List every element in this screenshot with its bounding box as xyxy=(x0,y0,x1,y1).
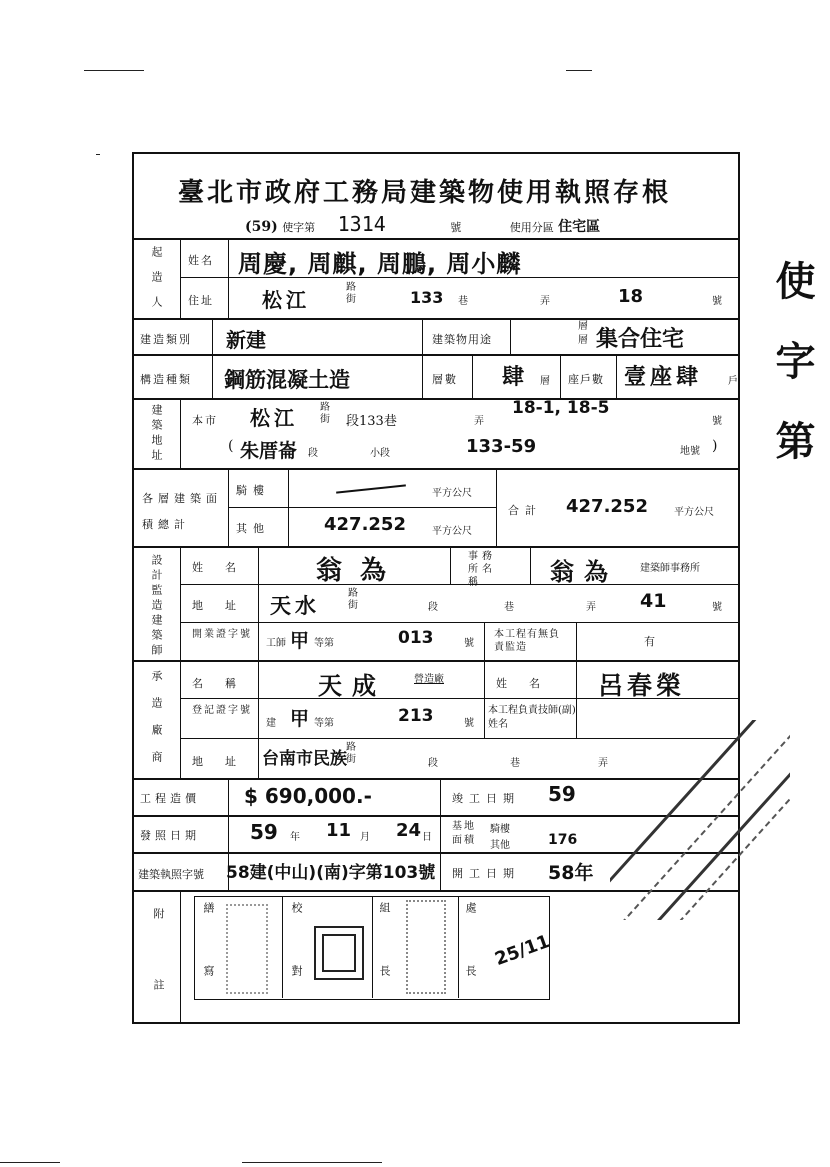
issue-year: 59 xyxy=(250,820,278,844)
clerk-label: 繕寫 xyxy=(202,902,215,1028)
designer-section-label-2: 段 xyxy=(428,602,438,613)
applicant-road-label: 路街 xyxy=(346,282,356,305)
site-numbers: 18-1, 18-5 xyxy=(512,398,610,418)
area-arcade-label: 騎樓 xyxy=(236,484,270,497)
designer-office-suffix: 建築師事務所 xyxy=(640,563,700,574)
designer-license-label: 開業證字號 xyxy=(192,629,252,640)
scan-mark xyxy=(566,70,592,71)
contractor-name-label: 名稱 xyxy=(192,677,258,690)
site-street: 松江 xyxy=(250,406,298,430)
contractor-reg-no: 213 xyxy=(398,706,434,726)
scan-mark xyxy=(84,70,144,71)
contractor-engineer-label: 本工程負責技師(副)姓名 xyxy=(488,705,576,730)
permit-label: 建築執照字號 xyxy=(138,868,204,881)
structure-value: 鋼筋混凝土造 xyxy=(224,368,350,392)
site-area-arcade-label: 騎樓 xyxy=(490,824,510,835)
category-label: 建造類別 xyxy=(140,333,192,346)
issue-month-unit: 月 xyxy=(360,832,370,843)
scan-mark xyxy=(0,1162,60,1163)
permit-year: (59) xyxy=(245,219,278,235)
applicant-lane-label: 巷 xyxy=(458,296,468,307)
area-total-label: 合計 xyxy=(508,504,542,517)
issue-month: 11 xyxy=(326,820,352,841)
designer-supervise-value: 有 xyxy=(644,635,657,648)
applicant-house-no: 18 xyxy=(618,286,644,307)
contractor-lane-label: 巷 xyxy=(510,758,520,769)
issue-day: 24 xyxy=(396,820,422,841)
contractor-address-value: 台南市民族 xyxy=(262,749,347,769)
contractor-name-type: 營造廠 xyxy=(414,674,444,685)
units-unit: 戶 xyxy=(728,376,738,387)
cost-label: 工程造價 xyxy=(140,792,200,805)
units-value: 壹座肆 xyxy=(624,365,703,390)
area-other-value: 427.252 xyxy=(324,514,406,535)
scan-mark xyxy=(96,154,100,155)
applicant-section-no: 133 xyxy=(410,288,444,307)
designer-name-label: 姓名 xyxy=(192,561,258,574)
issue-year-unit: 年 xyxy=(290,832,300,843)
permit-prefix: 使字第 xyxy=(282,221,316,234)
site-city: 本市 xyxy=(192,414,218,427)
contractor-rep-label: 姓名 xyxy=(496,677,562,690)
permit-value: 58建(中山)(南)字第103號 xyxy=(226,863,436,883)
contractor-address-label: 地址 xyxy=(192,755,258,768)
area-label: 各層建築面積總計 xyxy=(142,492,222,531)
designer-lane-label: 巷 xyxy=(504,602,514,613)
notes-label: 附註 xyxy=(152,908,165,1050)
designer-office-label: 事務所名稱 xyxy=(468,551,496,588)
designer-supervise-label: 本工程有無負責監造 xyxy=(494,629,560,653)
contractor-section-label-2: 段 xyxy=(428,758,438,769)
site-area-other-label: 其他 xyxy=(490,840,510,851)
start-value: 58年 xyxy=(548,862,594,884)
check-seal xyxy=(314,926,364,980)
chief-seal xyxy=(406,900,446,994)
structure-label: 構造種類 xyxy=(140,373,192,386)
site-section: 段133巷 xyxy=(346,414,397,429)
applicant-street: 松江 xyxy=(262,288,310,312)
contractor-reg-prefix: 建 xyxy=(266,718,276,729)
designer-street: 天水 xyxy=(270,594,320,618)
site-road-label: 路街 xyxy=(320,402,330,425)
use-label: 建築物用途 xyxy=(432,333,492,346)
site-section-label: 建築地址 xyxy=(150,404,163,464)
completion-value: 59 xyxy=(548,782,576,806)
site-alley-label: 弄 xyxy=(474,416,484,427)
site-subsection-label: 小段 xyxy=(370,448,390,459)
permit-number: 1314 xyxy=(337,212,386,236)
designer-road-label: 路街 xyxy=(348,588,358,611)
site-number-label: 號 xyxy=(712,416,722,427)
designer-license-grade: 甲 xyxy=(290,630,310,652)
completion-label: 竣工日期 xyxy=(452,792,520,805)
contractor-reg-grade: 甲 xyxy=(290,708,310,730)
document-title: 臺北市政府工務局建築物使用執照存根 xyxy=(178,178,672,208)
applicant-names: 周慶, 周麒, 周鵬, 周小麟 xyxy=(238,250,522,278)
start-label: 開工日期 xyxy=(452,867,520,880)
contractor-name-value: 天成 xyxy=(318,672,386,700)
area-other-label: 其他 xyxy=(236,522,270,535)
margin-text: 使字第 xyxy=(769,260,816,500)
use-value: 集合住宅 xyxy=(596,327,685,352)
designer-license-prefix: 工師 xyxy=(266,638,286,649)
floors-unit: 層 xyxy=(540,376,550,387)
contractor-alley-label: 弄 xyxy=(598,758,608,769)
chief-label: 組長 xyxy=(378,902,391,1028)
corner-stamp xyxy=(610,720,790,920)
head-label: 處長 xyxy=(464,902,477,1028)
units-label: 座戶數 xyxy=(568,373,604,386)
clerk-seal xyxy=(226,904,268,994)
site-land-section-label: 段 xyxy=(308,448,318,459)
contractor-rep-value: 呂春榮 xyxy=(598,671,686,700)
applicant-name-label: 姓名 xyxy=(188,254,214,267)
area-other-unit: 平方公尺 xyxy=(432,526,472,537)
floors-value: 肆 xyxy=(502,365,525,390)
site-area-label: 基地面積 xyxy=(452,821,476,846)
floors-label: 層數 xyxy=(432,373,458,386)
site-open-paren: ( xyxy=(228,438,234,454)
contractor-reg-suffix: 號 xyxy=(464,718,474,729)
area-total-value: 427.252 xyxy=(566,496,648,517)
designer-house-no: 41 xyxy=(640,590,667,612)
applicant-section-label: 起造人 xyxy=(150,246,163,321)
designer-house-label: 號 xyxy=(712,602,722,613)
site-land-section: 朱厝崙 xyxy=(240,440,298,462)
zone-value: 住宅區 xyxy=(558,219,601,235)
cost-value: $ 690,000.- xyxy=(244,784,372,808)
area-arcade-unit: 平方公尺 xyxy=(432,488,472,499)
head-signature: 25/11 xyxy=(492,930,553,971)
contractor-road-label: 路街 xyxy=(346,742,356,765)
designer-license-suffix: 號 xyxy=(464,638,474,649)
check-label: 校對 xyxy=(290,902,303,1028)
applicant-house-label: 號 xyxy=(712,296,722,307)
site-lot-label: 地號 xyxy=(680,446,700,457)
designer-address-label: 地址 xyxy=(192,599,258,612)
designer-license-mid: 等第 xyxy=(314,638,334,649)
issue-day-unit: 日 xyxy=(422,832,432,843)
applicant-alley-label: 弄 xyxy=(540,296,550,307)
category-value: 新建 xyxy=(226,328,266,352)
site-close-paren: ) xyxy=(712,438,718,454)
scan-mark xyxy=(242,1162,382,1163)
designer-office-value: 翁為 xyxy=(550,558,618,586)
zone-label: 使用分區 xyxy=(509,221,554,234)
issue-label: 發照日期 xyxy=(140,829,200,842)
contractor-section-label: 承造廠商 xyxy=(150,670,163,778)
designer-section-label: 設計監造建築師 xyxy=(150,554,163,659)
designer-license-no: 013 xyxy=(398,628,434,648)
contractor-reg-mid: 等第 xyxy=(314,718,334,729)
designer-name-value: 翁為 xyxy=(316,556,405,586)
site-lot: 133-59 xyxy=(466,436,537,457)
permit-number-suffix: 號 xyxy=(450,221,462,234)
contractor-reg-label: 登記證字號 xyxy=(192,705,252,716)
site-area-other-value: 176 xyxy=(548,832,578,848)
use-small: 層層 xyxy=(578,321,588,346)
applicant-address-label: 住址 xyxy=(188,294,214,307)
area-total-unit: 平方公尺 xyxy=(674,507,714,518)
designer-alley-label: 弄 xyxy=(586,602,596,613)
